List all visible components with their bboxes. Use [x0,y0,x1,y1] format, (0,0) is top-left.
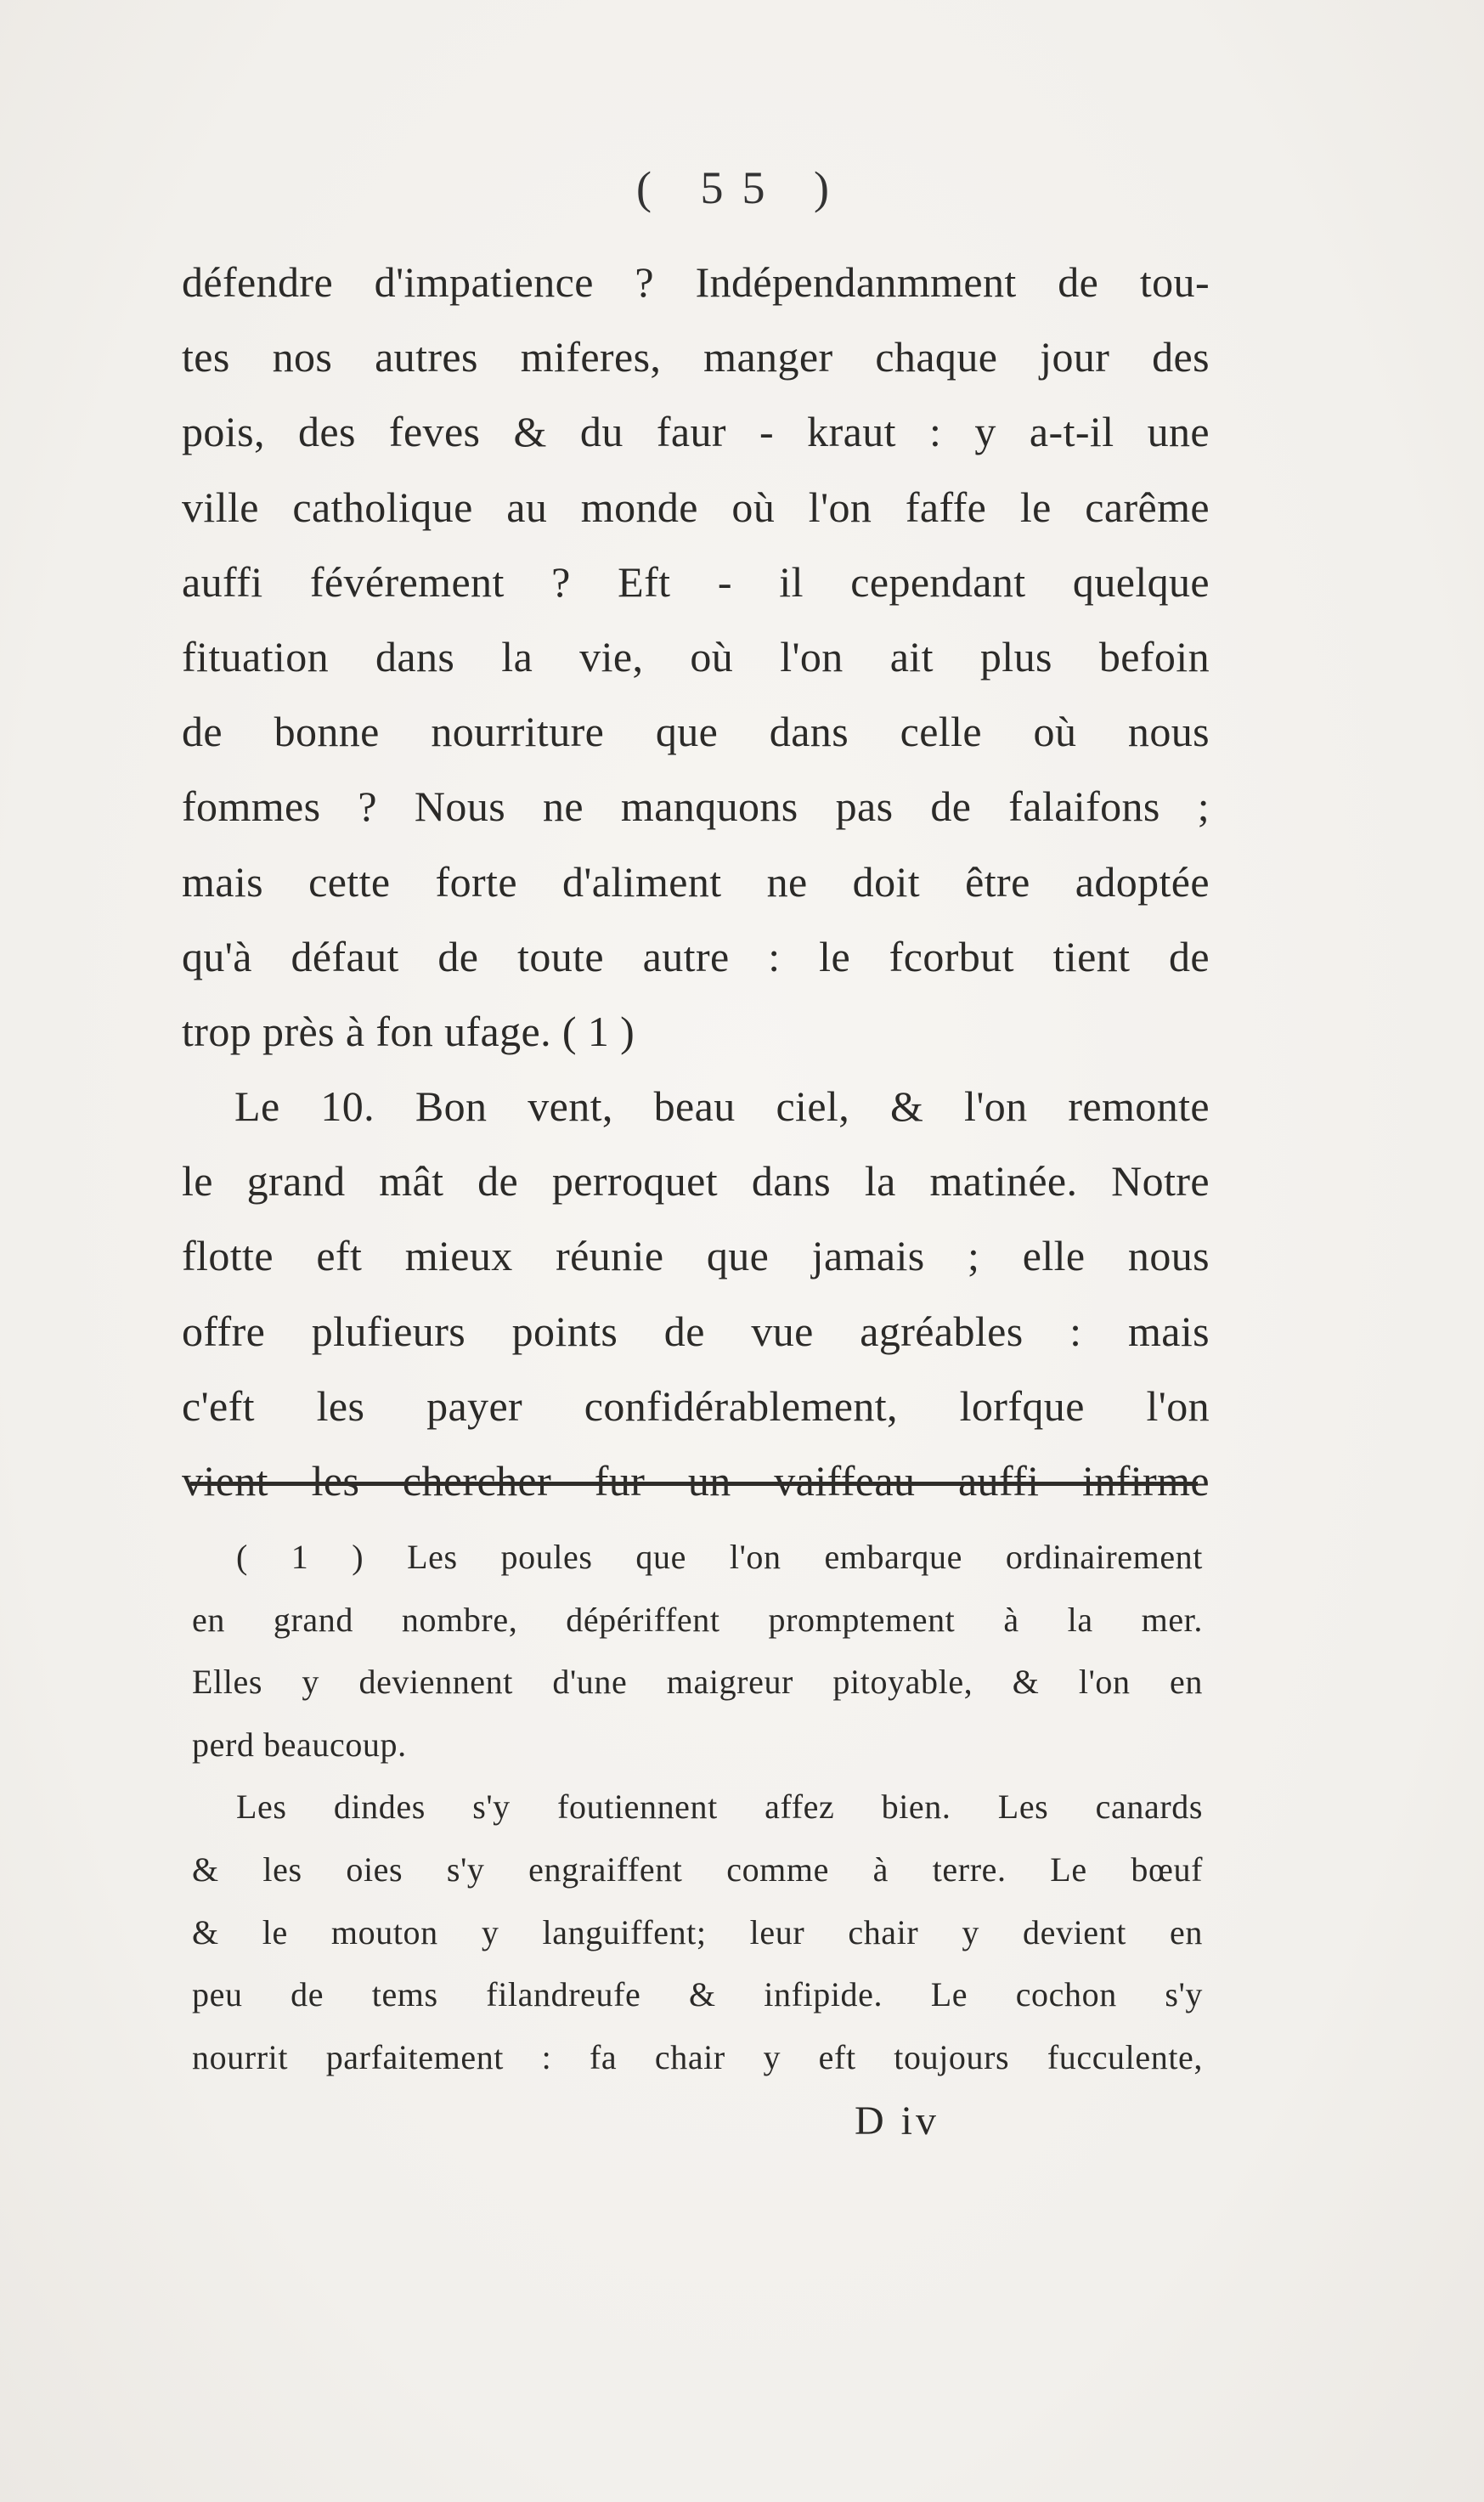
footnote-line: peu de tems filandreufe & infipide. Le cochon s'y [192,1975,1203,2014]
text-line: fituation dans la vie, où l'on ait plus befoin [182,632,1210,681]
footnote [192,1526,1203,2088]
text-line: trop près à fon ufage. ( 1 ) [182,1007,635,1055]
main-text [182,245,1210,1518]
text-line: mais cette forte d'aliment ne doit être adoptée [182,857,1210,906]
text-line: pois, des feves & du faur - kraut : y a-t-il une [182,408,1210,456]
text-line: fommes ? Nous ne manquons pas de falaifons ; [182,782,1210,831]
text-line: flotte eft mieux réunie que jamais ; elle nous [182,1232,1210,1280]
text-line: tes nos autres miferes, manger chaque jour des [182,333,1210,381]
text-line: auffi févérement ? Eft - il cependant quelque [182,557,1210,606]
footnote-line: ( 1 ) Les poules que l'on embarque ordinairement [236,1538,1203,1576]
footnote-line: nourrit parfaitement : fa chair y eft toujours fucculente, [192,2037,1203,2076]
footnote-line: & le mouton y languiffent; leur chair y devient en [192,1912,1203,1951]
footnote-line: Elles y deviennent d'une maigreur pitoyable, & l'on en [192,1663,1203,1702]
footnote-line: Les dindes s'y foutiennent affez bien. Les canards [236,1788,1203,1827]
text-line: qu'à défaut de toute autre : le fcorbut tient de [182,932,1210,980]
footnote-line: en grand nombre, dépériffent promptement à la mer. [192,1600,1203,1639]
text-line: le grand mât de perroquet dans la matinée. Notre [182,1157,1210,1206]
text-line: défendre d'impatience ? Indépendanmment de tou- [182,258,1210,306]
footnote-rule [190,1482,1198,1486]
footnote-line: & les oies s'y engraiffent comme à terre. Le bœuf [192,1850,1203,1889]
text-line: vient les chercher fur un vaiffeau auffi infirme [182,1457,1210,1505]
text-line: de bonne nourriture que dans celle où nous [182,708,1210,756]
signature-mark: D iv [855,2098,939,2143]
text-line: offre plufieurs points de vue agréables : mais [182,1307,1210,1355]
text-line: ville catholique au monde où l'on faffe le carême [182,483,1210,531]
text-line: c'eft les payer confidérablement, lorfque l'on [182,1381,1210,1430]
footnote-line: perd beaucoup. [192,1725,407,1764]
page-number: ( 55 ) [636,162,848,213]
text-line: Le 10. Bon vent, beau ciel, & l'on remonte [234,1082,1210,1131]
